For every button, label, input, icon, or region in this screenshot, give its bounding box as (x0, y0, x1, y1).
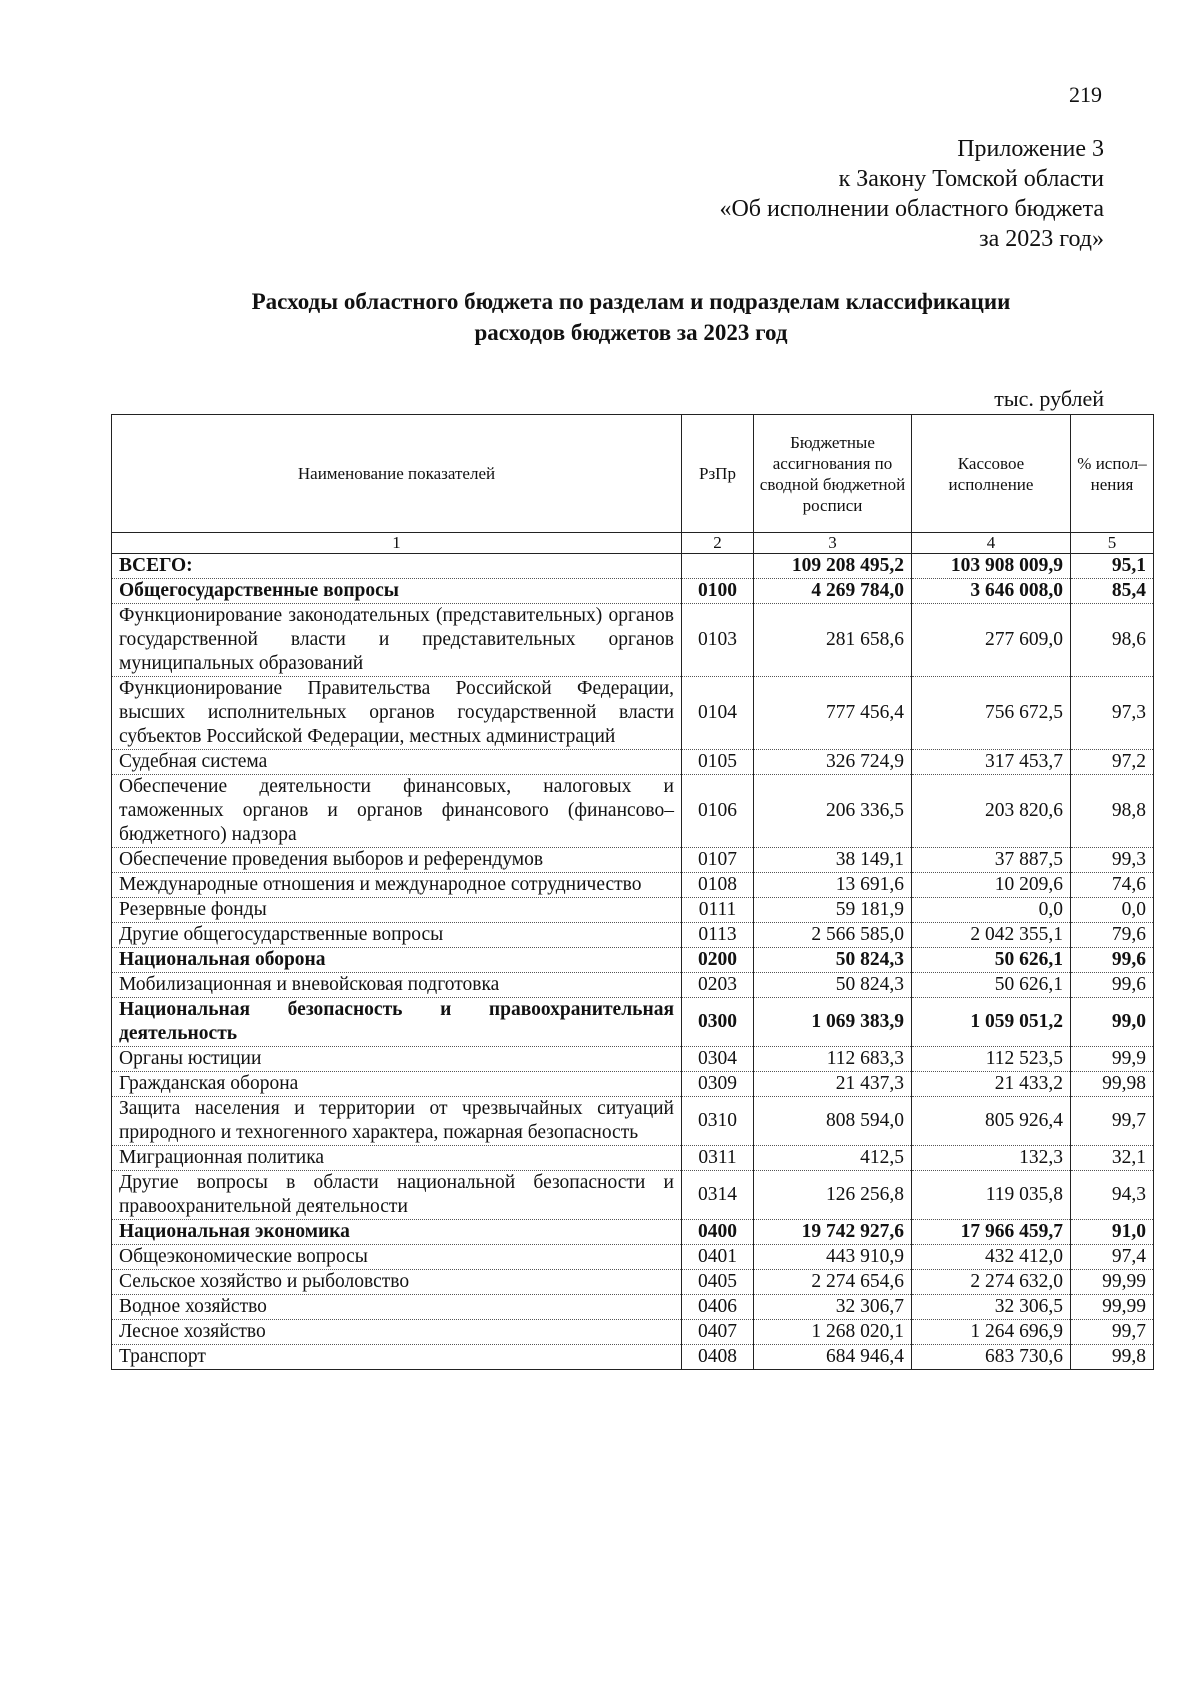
table-row (112, 898, 1154, 923)
row-code: 0408 (682, 1345, 754, 1370)
row-name: ВСЕГО: (112, 554, 682, 579)
document-title (0, 286, 1200, 348)
row-percent: 99,98 (1071, 1072, 1154, 1097)
row-actual-value: 683 730,6 (912, 1345, 1071, 1370)
row-percent: 97,4 (1071, 1245, 1154, 1270)
row-code: 0310 (682, 1097, 754, 1146)
row-name: Другие вопросы в области национальной безопасности и правоохранительной деятельности (112, 1171, 682, 1220)
row-planned-value: 112 683,3 (754, 1047, 912, 1072)
row-code: 0406 (682, 1295, 754, 1320)
row-name: Национальная безопасность и правоохранительная деятельность (112, 998, 682, 1047)
row-percent: 98,8 (1071, 775, 1154, 848)
row-actual-value: 3 646 008,0 (912, 579, 1071, 604)
table-row (112, 775, 1154, 848)
row-code: 0103 (682, 604, 754, 677)
row-percent: 91,0 (1071, 1220, 1154, 1245)
row-code: 0401 (682, 1245, 754, 1270)
row-planned-value: 59 181,9 (754, 898, 912, 923)
row-percent: 99,6 (1071, 948, 1154, 973)
table-row (112, 604, 1154, 677)
table-row (112, 923, 1154, 948)
table-row (112, 873, 1154, 898)
appendix-header (719, 134, 1104, 254)
row-planned-value: 1 268 020,1 (754, 1320, 912, 1345)
table-row (112, 1047, 1154, 1072)
row-actual-value: 432 412,0 (912, 1245, 1071, 1270)
row-name: Лесное хозяйство (112, 1320, 682, 1345)
row-name: Водное хозяйство (112, 1295, 682, 1320)
appendix-line: Приложение 3 (957, 136, 1104, 162)
row-percent: 99,7 (1071, 1320, 1154, 1345)
column-number: 3 (754, 533, 912, 554)
table-row (112, 848, 1154, 873)
row-actual-value: 37 887,5 (912, 848, 1071, 873)
row-percent: 97,3 (1071, 677, 1154, 750)
row-planned-value: 50 824,3 (754, 948, 912, 973)
row-percent: 32,1 (1071, 1146, 1154, 1171)
row-percent: 99,6 (1071, 973, 1154, 998)
row-percent: 95,1 (1071, 554, 1154, 579)
row-planned-value: 109 208 495,2 (754, 554, 912, 579)
column-number-row (112, 533, 1154, 554)
table-row (112, 1270, 1154, 1295)
row-planned-value: 4 269 784,0 (754, 579, 912, 604)
units-label: тыс. рублей (994, 386, 1104, 411)
row-name: Общеэкономические вопросы (112, 1245, 682, 1270)
row-actual-value: 132,3 (912, 1146, 1071, 1171)
page-number: 219 (1069, 82, 1102, 107)
row-code: 0105 (682, 750, 754, 775)
table-row (112, 998, 1154, 1047)
row-code: 0309 (682, 1072, 754, 1097)
row-planned-value: 808 594,0 (754, 1097, 912, 1146)
row-actual-value: 756 672,5 (912, 677, 1071, 750)
row-planned-value: 412,5 (754, 1146, 912, 1171)
header-name: Наименование показателей (112, 415, 682, 533)
row-actual-value: 805 926,4 (912, 1097, 1071, 1146)
row-name: Обеспечение проведения выборов и референдумов (112, 848, 682, 873)
row-actual-value: 2 042 355,1 (912, 923, 1071, 948)
row-name: Другие общегосударственные вопросы (112, 923, 682, 948)
column-number: 5 (1071, 533, 1154, 554)
table-header-row (112, 415, 1154, 533)
row-name: Сельское хозяйство и рыболовство (112, 1270, 682, 1295)
row-actual-value: 119 035,8 (912, 1171, 1071, 1220)
table-body (112, 554, 1154, 1370)
row-name: Защита населения и территории от чрезвычайных ситуаций природного и техногенного характера, пожарная безопасность (112, 1097, 682, 1146)
row-name: Гражданская оборона (112, 1072, 682, 1097)
table-row (112, 1220, 1154, 1245)
row-code: 0300 (682, 998, 754, 1047)
row-actual-value: 10 209,6 (912, 873, 1071, 898)
title-line: расходов бюджетов за 2023 год (474, 320, 788, 345)
row-name: Обеспечение деятельности финансовых, налоговых и таможенных органов и органов финансового (финансово–бюджетного) надзора (112, 775, 682, 848)
row-code (682, 554, 754, 579)
row-code: 0400 (682, 1220, 754, 1245)
row-percent: 79,6 (1071, 923, 1154, 948)
row-percent: 94,3 (1071, 1171, 1154, 1220)
row-planned-value: 13 691,6 (754, 873, 912, 898)
row-percent: 99,99 (1071, 1295, 1154, 1320)
row-actual-value: 0,0 (912, 898, 1071, 923)
row-percent: 99,9 (1071, 1047, 1154, 1072)
row-name: Органы юстиции (112, 1047, 682, 1072)
row-actual-value: 1 264 696,9 (912, 1320, 1071, 1345)
table-row (112, 677, 1154, 750)
row-name: Общегосударственные вопросы (112, 579, 682, 604)
row-code: 0200 (682, 948, 754, 973)
row-percent: 85,4 (1071, 579, 1154, 604)
row-percent: 0,0 (1071, 898, 1154, 923)
row-name: Судебная система (112, 750, 682, 775)
row-planned-value: 32 306,7 (754, 1295, 912, 1320)
row-name: Функционирование Правительства Российской Федерации, высших исполнительных органов государственной власти субъектов Российской Федерации, местных администраций (112, 677, 682, 750)
column-number: 1 (112, 533, 682, 554)
table-row (112, 1072, 1154, 1097)
column-number: 2 (682, 533, 754, 554)
row-percent: 99,7 (1071, 1097, 1154, 1146)
row-planned-value: 443 910,9 (754, 1245, 912, 1270)
title-line: Расходы областного бюджета по разделам и подразделам классификации (251, 289, 1011, 314)
row-actual-value: 21 433,2 (912, 1072, 1071, 1097)
row-code: 0100 (682, 579, 754, 604)
table-row (112, 973, 1154, 998)
appendix-line: за 2023 год» (979, 226, 1104, 252)
row-planned-value: 2 274 654,6 (754, 1270, 912, 1295)
row-actual-value: 277 609,0 (912, 604, 1071, 677)
row-actual-value: 50 626,1 (912, 973, 1071, 998)
header-actual: Кассовое исполнение (912, 415, 1071, 533)
row-percent: 99,3 (1071, 848, 1154, 873)
table-row (112, 1097, 1154, 1146)
row-actual-value: 317 453,7 (912, 750, 1071, 775)
row-name: Резервные фонды (112, 898, 682, 923)
header-percent: % испол– нения (1071, 415, 1154, 533)
row-planned-value: 126 256,8 (754, 1171, 912, 1220)
row-name: Мобилизационная и вневойсковая подготовка (112, 973, 682, 998)
row-code: 0113 (682, 923, 754, 948)
column-number: 4 (912, 533, 1071, 554)
row-planned-value: 2 566 585,0 (754, 923, 912, 948)
row-code: 0104 (682, 677, 754, 750)
row-actual-value: 50 626,1 (912, 948, 1071, 973)
header-code: РзПр (682, 415, 754, 533)
table-row (112, 1295, 1154, 1320)
row-planned-value: 38 149,1 (754, 848, 912, 873)
table-row (112, 579, 1154, 604)
table-row (112, 1345, 1154, 1370)
table-row (112, 750, 1154, 775)
row-code: 0304 (682, 1047, 754, 1072)
row-planned-value: 1 069 383,9 (754, 998, 912, 1047)
appendix-line: к Закону Томской области (838, 166, 1104, 192)
row-actual-value: 112 523,5 (912, 1047, 1071, 1072)
row-code: 0311 (682, 1146, 754, 1171)
row-actual-value: 203 820,6 (912, 775, 1071, 848)
row-percent: 74,6 (1071, 873, 1154, 898)
row-percent: 97,2 (1071, 750, 1154, 775)
row-planned-value: 684 946,4 (754, 1345, 912, 1370)
table-row (112, 1320, 1154, 1345)
row-code: 0111 (682, 898, 754, 923)
budget-table (111, 414, 1154, 1370)
row-actual-value: 1 059 051,2 (912, 998, 1071, 1047)
row-code: 0106 (682, 775, 754, 848)
row-name: Национальная оборона (112, 948, 682, 973)
row-planned-value: 21 437,3 (754, 1072, 912, 1097)
header-planned: Бюджетные ассигнования по сводной бюджетной росписи (754, 415, 912, 533)
row-name: Международные отношения и международное сотрудничество (112, 873, 682, 898)
row-name: Национальная экономика (112, 1220, 682, 1245)
row-code: 0405 (682, 1270, 754, 1295)
row-actual-value: 2 274 632,0 (912, 1270, 1071, 1295)
table-row (112, 1171, 1154, 1220)
row-code: 0108 (682, 873, 754, 898)
row-planned-value: 326 724,9 (754, 750, 912, 775)
table-row (112, 1245, 1154, 1270)
row-percent: 99,99 (1071, 1270, 1154, 1295)
row-planned-value: 50 824,3 (754, 973, 912, 998)
row-code: 0107 (682, 848, 754, 873)
row-name: Транспорт (112, 1345, 682, 1370)
row-planned-value: 19 742 927,6 (754, 1220, 912, 1245)
row-percent: 99,0 (1071, 998, 1154, 1047)
row-planned-value: 281 658,6 (754, 604, 912, 677)
row-percent: 99,8 (1071, 1345, 1154, 1370)
row-actual-value: 103 908 009,9 (912, 554, 1071, 579)
table-row (112, 554, 1154, 579)
row-code: 0203 (682, 973, 754, 998)
row-planned-value: 206 336,5 (754, 775, 912, 848)
row-code: 0314 (682, 1171, 754, 1220)
row-actual-value: 32 306,5 (912, 1295, 1071, 1320)
table-row (112, 948, 1154, 973)
row-actual-value: 17 966 459,7 (912, 1220, 1071, 1245)
row-percent: 98,6 (1071, 604, 1154, 677)
row-name: Функционирование законодательных (представительных) органов государственной власти и представительных органов муниципальных образований (112, 604, 682, 677)
table-row (112, 1146, 1154, 1171)
row-code: 0407 (682, 1320, 754, 1345)
appendix-line: «Об исполнении областного бюджета (719, 196, 1104, 222)
row-planned-value: 777 456,4 (754, 677, 912, 750)
row-name: Миграционная политика (112, 1146, 682, 1171)
